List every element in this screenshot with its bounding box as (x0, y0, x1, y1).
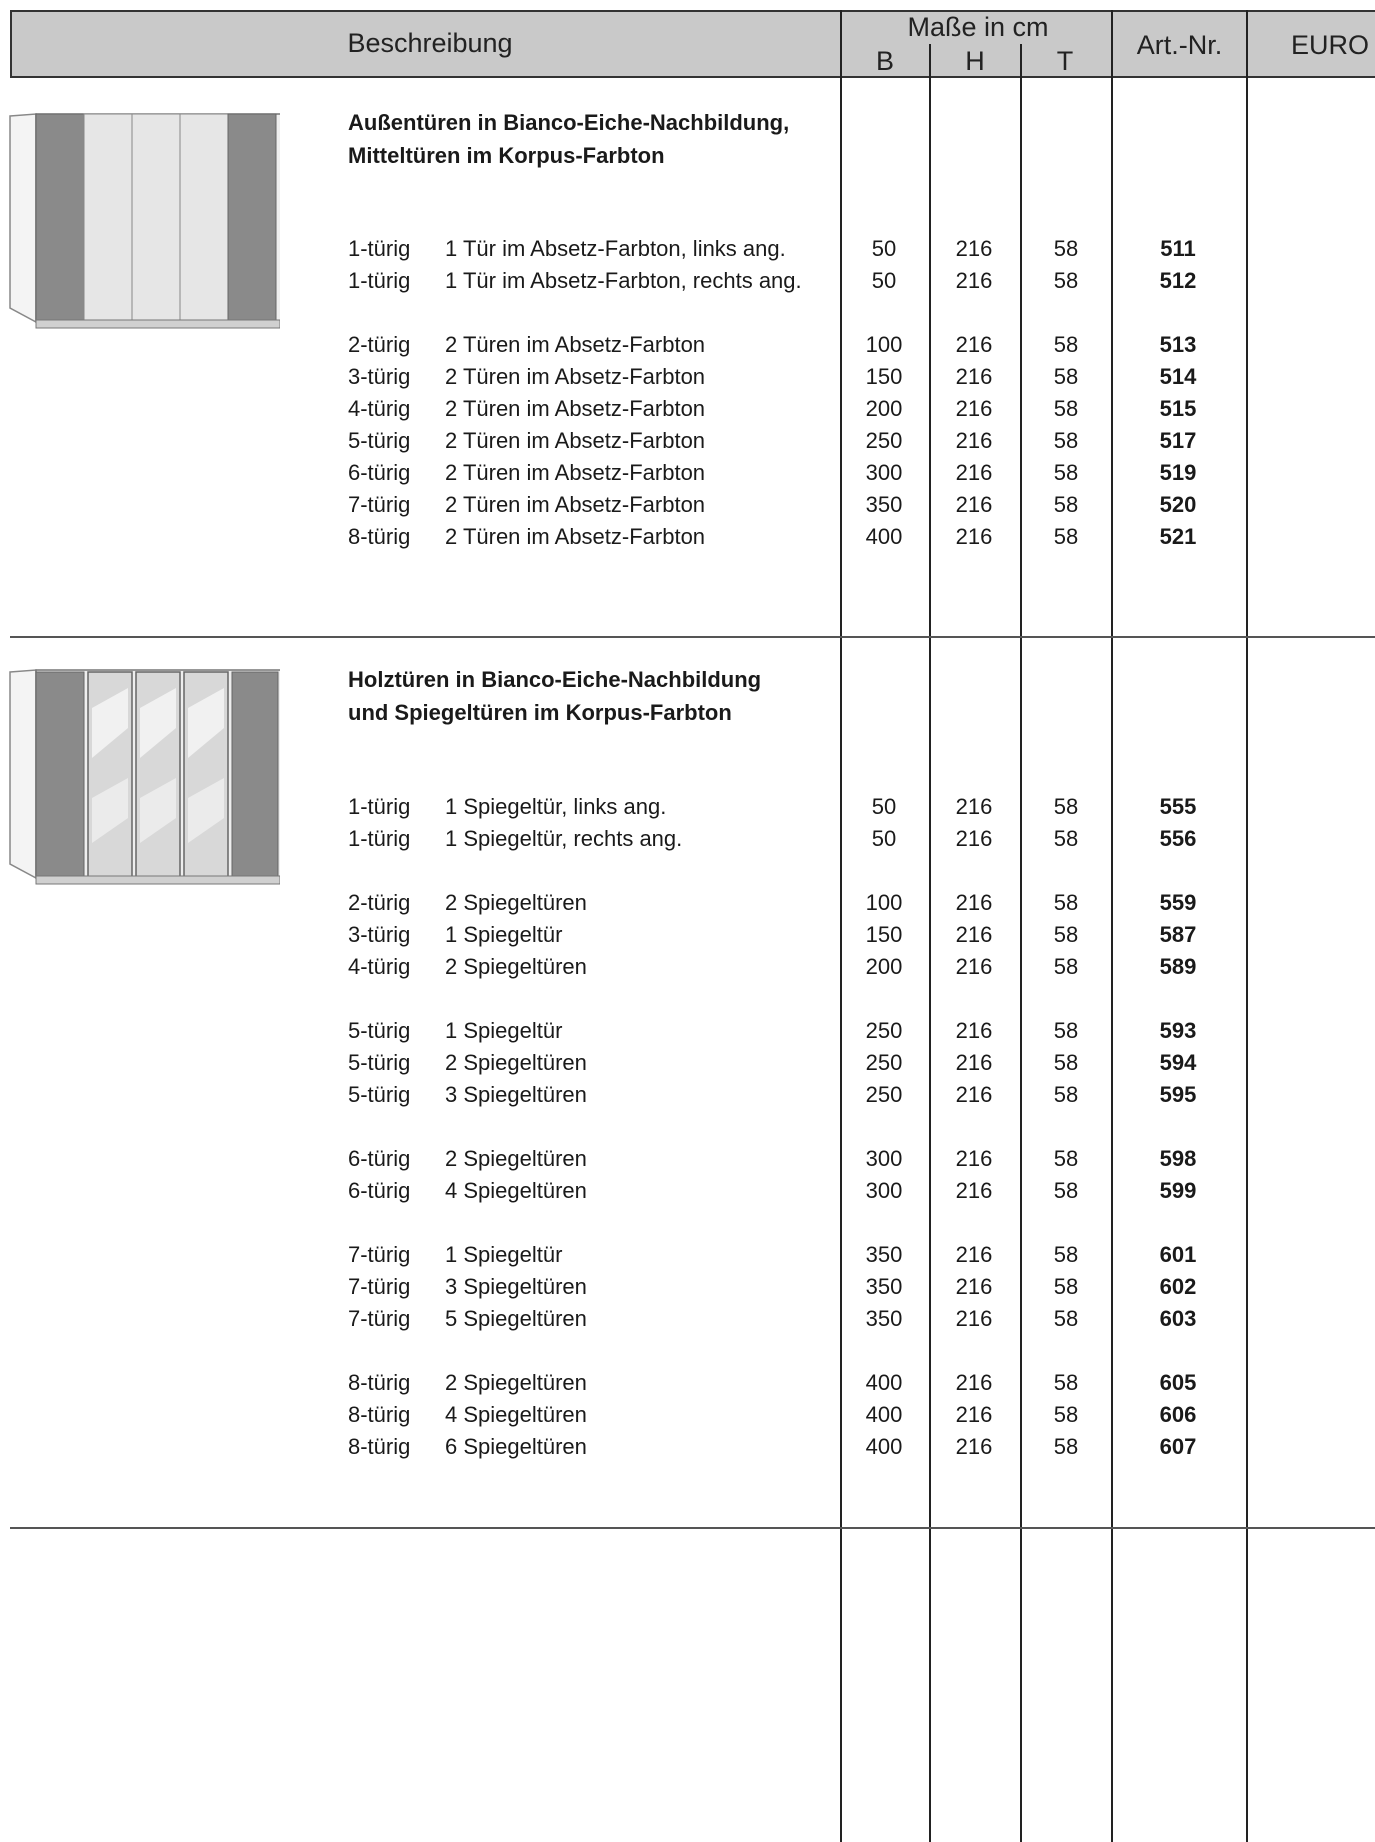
row-depth-t: 58 (1053, 1370, 1079, 1395)
row-tuerig: 3-türig (348, 364, 411, 389)
row-width-b: 250 (865, 1018, 903, 1043)
row-tuerig: 5-türig (348, 1050, 411, 1075)
column-divider (840, 10, 842, 1842)
row-height-h: 216 (955, 1306, 993, 1331)
row-tuerig: 5-türig (348, 1082, 411, 1107)
row-depth-t: 58 (1053, 1306, 1079, 1331)
row-tuerig: 2-türig (348, 332, 411, 357)
row-tuerig: 4-türig (348, 954, 411, 979)
column-divider (1246, 10, 1248, 1842)
row-description: 2 Spiegeltüren (445, 1146, 587, 1171)
row-depth-t: 58 (1053, 1274, 1079, 1299)
row-article-number: 513 (1159, 332, 1197, 357)
row-width-b: 150 (865, 922, 903, 947)
column-divider (929, 44, 931, 1842)
row-height-h: 216 (955, 954, 993, 979)
row-article-number: 514 (1159, 364, 1197, 389)
row-depth-t: 58 (1053, 794, 1079, 819)
row-depth-t: 58 (1053, 1402, 1079, 1427)
row-description: 4 Spiegeltüren (445, 1178, 587, 1203)
row-description: 4 Spiegeltüren (445, 1402, 587, 1427)
row-tuerig: 2-türig (348, 890, 411, 915)
row-description: 1 Tür im Absetz-Farbton, rechts ang. (445, 268, 802, 293)
row-width-b: 350 (865, 1306, 903, 1331)
row-description: 1 Spiegeltür, links ang. (445, 794, 667, 819)
row-width-b: 200 (865, 954, 903, 979)
row-height-h: 216 (955, 492, 993, 517)
row-tuerig: 6-türig (348, 1146, 411, 1171)
row-depth-t: 58 (1053, 1146, 1079, 1171)
row-width-b: 400 (865, 1370, 903, 1395)
row-article-number: 594 (1159, 1050, 1197, 1075)
row-width-b: 400 (865, 524, 903, 549)
row-tuerig: 5-türig (348, 428, 411, 453)
row-tuerig: 8-türig (348, 524, 411, 549)
row-height-h: 216 (955, 1434, 993, 1459)
row-article-number: 559 (1159, 890, 1197, 915)
row-article-number: 555 (1159, 794, 1197, 819)
row-width-b: 350 (865, 1274, 903, 1299)
header-b: B (875, 46, 894, 76)
row-tuerig: 8-türig (348, 1434, 411, 1459)
row-depth-t: 58 (1053, 1050, 1079, 1075)
row-article-number: 605 (1159, 1370, 1197, 1395)
column-divider (1020, 44, 1022, 1842)
row-description: 3 Spiegeltüren (445, 1082, 587, 1107)
row-tuerig: 5-türig (348, 1018, 411, 1043)
row-width-b: 300 (865, 1178, 903, 1203)
section-2-title-line2: und Spiegeltüren im Korpus-Farbton (348, 700, 732, 725)
row-height-h: 216 (955, 364, 993, 389)
row-article-number: 511 (1160, 236, 1196, 261)
row-tuerig: 6-türig (348, 460, 411, 485)
row-depth-t: 58 (1053, 1178, 1079, 1203)
row-depth-t: 58 (1053, 332, 1079, 357)
row-height-h: 216 (955, 1050, 993, 1075)
row-height-h: 216 (955, 1402, 993, 1427)
row-width-b: 400 (865, 1434, 903, 1459)
row-article-number: 602 (1159, 1274, 1197, 1299)
row-height-h: 216 (955, 826, 993, 851)
header-euro: EURO (1290, 30, 1369, 60)
row-width-b: 250 (865, 1082, 903, 1107)
row-tuerig: 7-türig (348, 492, 411, 517)
row-height-h: 216 (955, 1274, 993, 1299)
row-height-h: 216 (955, 428, 993, 453)
row-height-h: 216 (955, 460, 993, 485)
row-width-b: 200 (865, 396, 903, 421)
row-width-b: 300 (865, 1146, 903, 1171)
row-description: 2 Türen im Absetz-Farbton (445, 492, 706, 517)
row-article-number: 595 (1159, 1082, 1197, 1107)
row-depth-t: 58 (1053, 1434, 1079, 1459)
section-1-title-line1: Außentüren in Bianco-Eiche-Nachbildung, (348, 110, 790, 135)
row-description: 1 Spiegeltür (445, 1018, 563, 1043)
row-description: 2 Spiegeltüren (445, 1370, 587, 1395)
row-article-number: 521 (1159, 524, 1197, 549)
section-divider (10, 636, 1375, 638)
row-width-b: 100 (865, 890, 903, 915)
row-height-h: 216 (955, 1146, 993, 1171)
row-height-h: 216 (955, 1242, 993, 1267)
row-width-b: 50 (871, 268, 897, 293)
row-depth-t: 58 (1053, 1242, 1079, 1267)
row-article-number: 593 (1159, 1018, 1197, 1043)
row-width-b: 250 (865, 428, 903, 453)
row-width-b: 100 (865, 332, 903, 357)
row-height-h: 216 (955, 890, 993, 915)
row-article-number: 587 (1159, 922, 1197, 947)
row-article-number: 512 (1159, 268, 1197, 293)
row-description: 2 Spiegeltüren (445, 954, 587, 979)
row-depth-t: 58 (1053, 460, 1079, 485)
row-article-number: 556 (1159, 826, 1197, 851)
row-description: 2 Türen im Absetz-Farbton (445, 396, 706, 421)
row-article-number: 599 (1159, 1178, 1197, 1203)
row-height-h: 216 (955, 1082, 993, 1107)
row-article-number: 606 (1159, 1402, 1197, 1427)
row-width-b: 350 (865, 1242, 903, 1267)
row-tuerig: 1-türig (348, 794, 411, 819)
row-height-h: 216 (955, 268, 993, 293)
section-1-title-line2: Mitteltüren im Korpus-Farbton (348, 143, 665, 168)
row-width-b: 150 (865, 364, 903, 389)
row-description: 1 Spiegeltür (445, 922, 563, 947)
row-tuerig: 1-türig (348, 236, 411, 261)
row-article-number: 598 (1159, 1146, 1197, 1171)
row-description: 2 Spiegeltüren (445, 1050, 587, 1075)
row-tuerig: 1-türig (348, 268, 411, 293)
row-description: 2 Türen im Absetz-Farbton (445, 524, 706, 549)
row-width-b: 300 (865, 460, 903, 485)
row-width-b: 50 (871, 236, 897, 261)
row-article-number: 603 (1159, 1306, 1197, 1331)
row-article-number: 589 (1159, 954, 1197, 979)
row-depth-t: 58 (1053, 364, 1079, 389)
row-tuerig: 7-türig (348, 1306, 411, 1331)
row-depth-t: 58 (1053, 236, 1079, 261)
row-depth-t: 58 (1053, 492, 1079, 517)
column-divider (1111, 10, 1113, 1842)
row-depth-t: 58 (1053, 954, 1079, 979)
row-description: 1 Tür im Absetz-Farbton, links ang. (445, 236, 786, 261)
header-t: T (1056, 46, 1074, 76)
row-height-h: 216 (955, 236, 993, 261)
row-tuerig: 7-türig (348, 1242, 411, 1267)
row-description: 5 Spiegeltüren (445, 1306, 587, 1331)
row-depth-t: 58 (1053, 268, 1079, 293)
row-width-b: 350 (865, 492, 903, 517)
row-height-h: 216 (955, 794, 993, 819)
row-article-number: 517 (1159, 428, 1197, 453)
row-height-h: 216 (955, 922, 993, 947)
row-tuerig: 6-türig (348, 1178, 411, 1203)
row-width-b: 400 (865, 1402, 903, 1427)
row-tuerig: 3-türig (348, 922, 411, 947)
row-description: 1 Spiegeltür (445, 1242, 563, 1267)
row-tuerig: 8-türig (348, 1370, 411, 1395)
row-width-b: 250 (865, 1050, 903, 1075)
row-description: 2 Spiegeltüren (445, 890, 587, 915)
row-depth-t: 58 (1053, 428, 1079, 453)
row-width-b: 50 (871, 794, 897, 819)
header-artnr: Art.-Nr. (1136, 30, 1223, 60)
row-depth-t: 58 (1053, 524, 1079, 549)
row-article-number: 520 (1159, 492, 1197, 517)
section-divider (10, 1527, 1375, 1529)
row-depth-t: 58 (1053, 922, 1079, 947)
row-height-h: 216 (955, 1178, 993, 1203)
wardrobe-illustration-1 (8, 112, 280, 332)
row-height-h: 216 (955, 1018, 993, 1043)
row-tuerig: 4-türig (348, 396, 411, 421)
wardrobe-illustration-2 (8, 668, 280, 888)
header-h: H (965, 46, 985, 76)
row-height-h: 216 (955, 1370, 993, 1395)
row-tuerig: 7-türig (348, 1274, 411, 1299)
row-article-number: 607 (1159, 1434, 1197, 1459)
row-description: 2 Türen im Absetz-Farbton (445, 428, 706, 453)
section-2-title-line1: Holztüren in Bianco-Eiche-Nachbildung (348, 667, 762, 692)
row-description: 2 Türen im Absetz-Farbton (445, 332, 706, 357)
header-beschreibung: Beschreibung (347, 28, 513, 58)
row-depth-t: 58 (1053, 826, 1079, 851)
row-description: 6 Spiegeltüren (445, 1434, 587, 1459)
row-height-h: 216 (955, 396, 993, 421)
row-article-number: 601 (1159, 1242, 1197, 1267)
row-depth-t: 58 (1053, 1082, 1079, 1107)
row-tuerig: 1-türig (348, 826, 411, 851)
row-description: 2 Türen im Absetz-Farbton (445, 364, 706, 389)
row-article-number: 519 (1159, 460, 1197, 485)
row-height-h: 216 (955, 332, 993, 357)
row-depth-t: 58 (1053, 396, 1079, 421)
row-width-b: 50 (871, 826, 897, 851)
row-description: 2 Türen im Absetz-Farbton (445, 460, 706, 485)
row-tuerig: 8-türig (348, 1402, 411, 1427)
row-article-number: 515 (1159, 396, 1197, 421)
row-height-h: 216 (955, 524, 993, 549)
row-description: 1 Spiegeltür, rechts ang. (445, 826, 683, 851)
row-depth-t: 58 (1053, 890, 1079, 915)
row-depth-t: 58 (1053, 1018, 1079, 1043)
header-masse: Maße in cm (907, 12, 1049, 42)
row-description: 3 Spiegeltüren (445, 1274, 587, 1299)
